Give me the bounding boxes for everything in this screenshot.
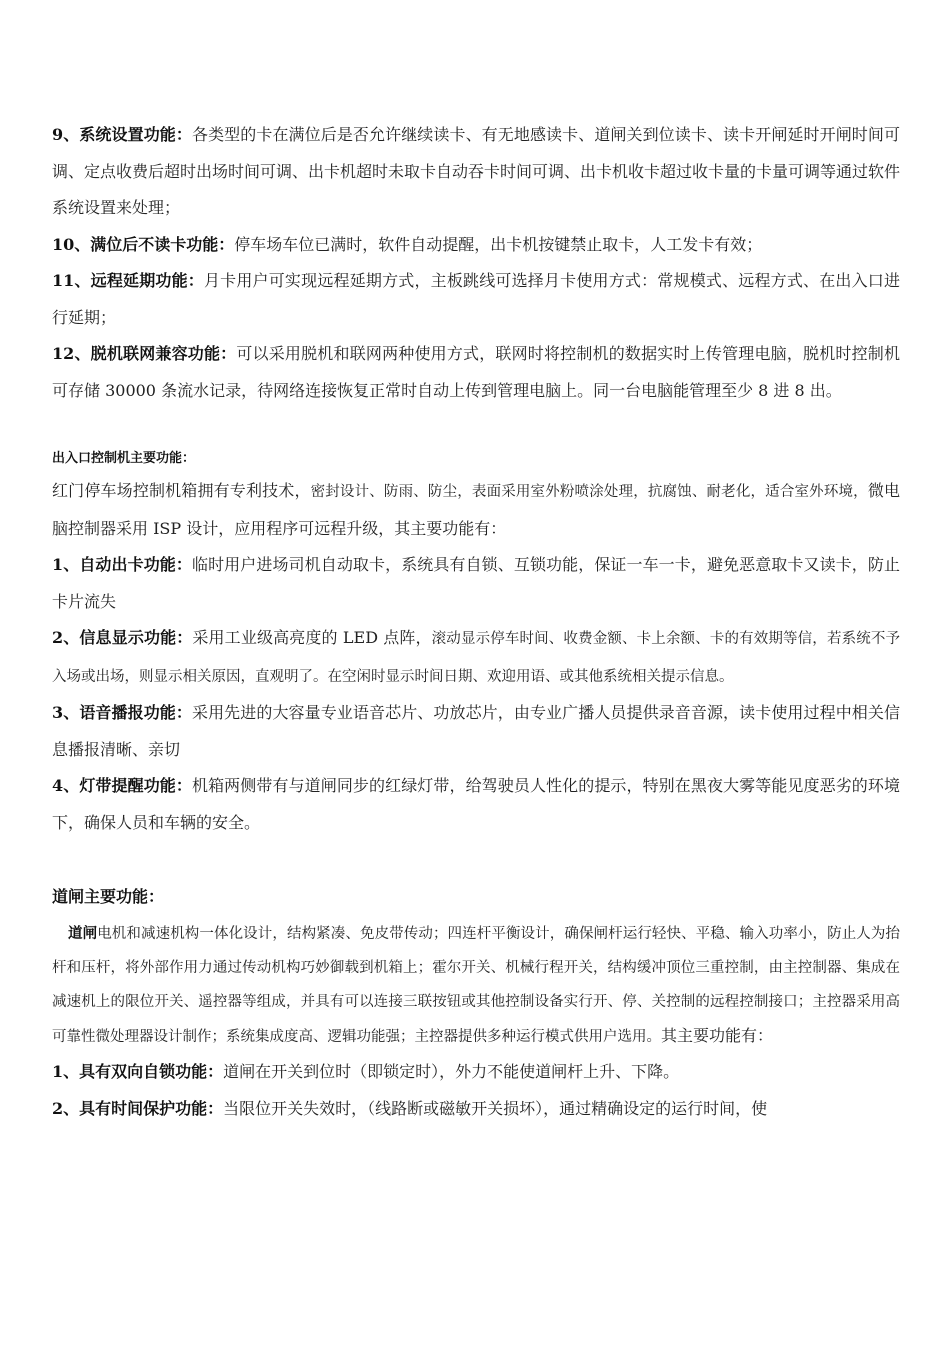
feature-text: 停车场车位已满时，软件自动提醒，出卡机按键禁止取卡，人工发卡有效；: [234, 234, 763, 254]
controller-item-2: [52, 620, 900, 695]
feature-item-10: [52, 227, 900, 264]
feature-label: 2、具有时间保护功能：: [52, 1098, 224, 1118]
feature-text: 机箱两侧带有与道闸同步的红绿灯带，给驾驶员人性化的提示，特别在黑夜大雾等能见度恶劣的环境下，确保人员和车辆的安全。: [52, 776, 900, 832]
barrier-intro-label: 道闸: [68, 925, 98, 942]
feature-label: 1、具有双向自锁功能：: [52, 1062, 224, 1081]
feature-text: 采用工业级高亮度的 LED 点阵，: [192, 628, 432, 647]
feature-text: 月卡用户可实现远程延期方式，主板跳线可选择月卡使用方式：常规模式、远程方式、在出入口进行延期；: [52, 271, 900, 327]
feature-label: 1、自动出卡功能：: [52, 555, 192, 574]
intro-part-b: 密封设计、防雨、防尘，表面采用室外粉喷涂处理，抗腐蚀、耐老化，适合室外环境，: [310, 484, 868, 500]
controller-item-4: [52, 768, 900, 841]
intro-part-c: 微电脑控制器采用 ISP 设计，应用程序可远程升级，其主要功能有：: [52, 481, 900, 538]
feature-text-b: 滚动显示停车时间、收费金额、卡上余额、卡的有效期等信，若系统不予入场或出场，则显示相关原因，直观明了。在空闲时显示时间日期、欢迎用语、或其他系统相关提示信息。: [52, 631, 901, 685]
feature-label: 4、灯带提醒功能：: [52, 776, 192, 795]
feature-label: 12、脱机联网兼容功能：: [52, 344, 237, 363]
feature-label: 10、满位后不读卡功能：: [52, 234, 235, 254]
feature-item-9: [52, 117, 900, 227]
section-top: [52, 117, 900, 409]
feature-text: 采用先进的大容量专业语音芯片、功放芯片，由专业广播人员提供录音音源，读卡使用过程中相关信息播报清晰、亲切: [52, 703, 900, 759]
barrier-intro-text: 电机和减速机构一体化设计，结构紧凑、免皮带传动；四连杆平衡设计，确保闸杆运行轻快、平稳、输入功率小，防止人为抬杆和压杆，将外部作用力通过传动机构巧妙御载到机箱上；霍尔开关、机械行程开关，结构缓冲顶位三重控制，由主控制器、集成在减速机上的限位开关、遥控器等组成，并具有可以连接三联按钮或其他控制设备实行开、停、关控制的远程控制接口；主控器采用高可靠性微处理器设计制作；系统集成度高、逻辑功能强；主控器提供多种运行模式供用户选用。: [52, 926, 901, 1045]
feature-text: 临时用户进场司机自动取卡，系统具有自锁、互锁功能，保证一车一卡，避免恶意取卡又读卡，防止卡片流失: [52, 555, 900, 611]
barrier-item-1: [52, 1054, 900, 1091]
barrier-heading: 道闸主要功能：: [52, 887, 165, 906]
feature-item-11: [52, 263, 900, 336]
feature-text: 各类型的卡在满位后是否允许继续读卡、有无地感读卡、道闸关到位读卡、读卡开闸延时开闸时间可调、定点收费后超时出场时间可调、出卡机超时未取卡自动吞卡时间可调、出卡机收卡超过收卡量的卡量可调等通过软件系统设置来处理；: [52, 125, 901, 217]
barrier-item-2: [52, 1091, 900, 1128]
section-barrier: [52, 885, 900, 1127]
feature-label: 9、系统设置功能：: [52, 125, 192, 144]
feature-label: 2、信息显示功能：: [52, 628, 193, 647]
feature-item-12: [52, 336, 900, 409]
feature-label: 3、语音播报功能：: [52, 703, 192, 722]
section-controller: [52, 449, 900, 841]
intro-part-a: 红门停车场控制机箱拥有专利技术，: [52, 481, 311, 500]
feature-text: 可以采用脱机和联网两种使用方式，联网时将控制机的数据实时上传管理电脑，脱机时控制机可存储 30000 条流水记录，待网络连接恢复正常时自动上传到管理电脑上。同一台电脑能管理至少 8 进 8 出。: [52, 344, 900, 400]
feature-text: 当限位开关失效时，（线路断或磁敏开关损坏），通过精确设定的运行时间，使: [223, 1098, 768, 1118]
controller-heading: 出入口控制机主要功能：: [52, 451, 196, 466]
barrier-intro: [52, 917, 900, 1054]
controller-intro: [52, 473, 900, 547]
feature-text: 道闸在开关到位时（即锁定时），外力不能使道闸杆上升、下降。: [223, 1062, 680, 1081]
document-page: [52, 0, 900, 1127]
controller-item-3: [52, 695, 900, 768]
controller-item-1: [52, 547, 900, 620]
barrier-intro-tail: 其主要功能有：: [661, 1026, 774, 1045]
feature-label: 11、远程延期功能：: [52, 271, 204, 290]
